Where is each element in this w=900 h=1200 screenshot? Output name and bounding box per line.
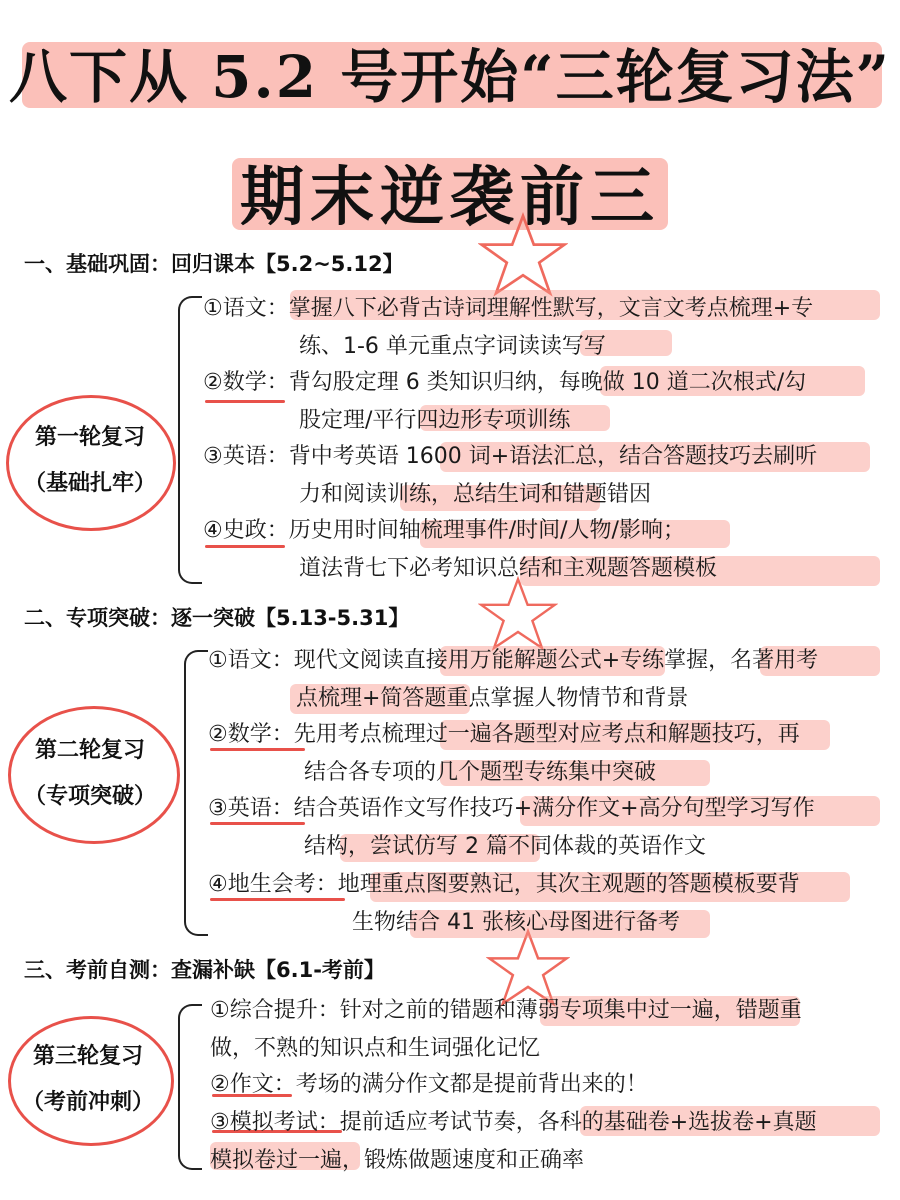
section-heading-2: 二、专项突破：逐一突破【5.13-5.31】 [24,606,410,630]
round-label-2: 第二轮复习 （专项突破） [23,738,156,809]
list-item: ③英语：背中考英语 1600 词+语法汇总，结合答题技巧去刷听 力和阅读训练，总结生词和错题错因 [203,444,818,507]
section-heading-3: 三、考前自测：查漏补缺【6.1-考前】 [24,958,385,982]
round-label-1: 第一轮复习 （基础扎牢） [23,425,156,496]
list-item: ①综合提升：针对之前的错题和薄弱专项集中过一遍，错题重 做，不熟的知识点和生词强化记忆 [210,998,802,1061]
list-item: ①语文：现代文阅读直接用万能解题公式+专练掌握，名著用考 点梳理+简答题重点掌握人物情节和背景 [208,648,819,711]
list-item: ②数学：先用考点梳理过一遍各题型对应考点和解题技巧，再 结合各专项的几个题型专练集中突破 [208,722,800,785]
page-title: 八下从 5.2 号开始“三轮复习法” [8,43,891,111]
round-label-3: 第三轮复习 （考前冲刺） [21,1044,154,1115]
list-item: ③英语：结合英语作文写作技巧+满分作文+高分句型学习写作 结构，尝试仿写 2 篇不同体裁的英语作文 [208,796,815,859]
list-item: ②数学：背勾股定理 6 类知识归纳，每晚做 10 道二次根式/勾 股定理/平行四边形专项训练 [203,370,807,433]
list-item: ④地生会考：地理重点图要熟记，其次主观题的答题模板要背 生物结合 41 张核心母图进行备考 [208,872,800,935]
list-item: ③模拟考试：提前适应考试节奏，各科的基础卷+选拔卷+真题 模拟卷过一遍，锻炼做题速度和正确率 [210,1110,817,1173]
bracket-1 [178,296,202,584]
list-item: ④史政：历史用时间轴梳理事件/时间/人物/影响； 道法背七下必考知识总结和主观题答题模板 [203,518,718,581]
list-item: ①语文：掌握八下必背古诗词理解性默写，文言文考点梳理+专 练、1-6 单元重点字词读读写写 [203,296,814,359]
bracket-2 [184,650,208,936]
star-doodle-icon [478,212,568,298]
page-subtitle: 期末逆袭前三 [240,161,660,235]
section-heading-1: 一、基础巩固：回归课本【5.2~5.12】 [24,252,404,276]
list-item: ②作文：考场的满分作文都是提前背出来的！ [210,1072,648,1097]
bracket-3 [178,1004,202,1170]
